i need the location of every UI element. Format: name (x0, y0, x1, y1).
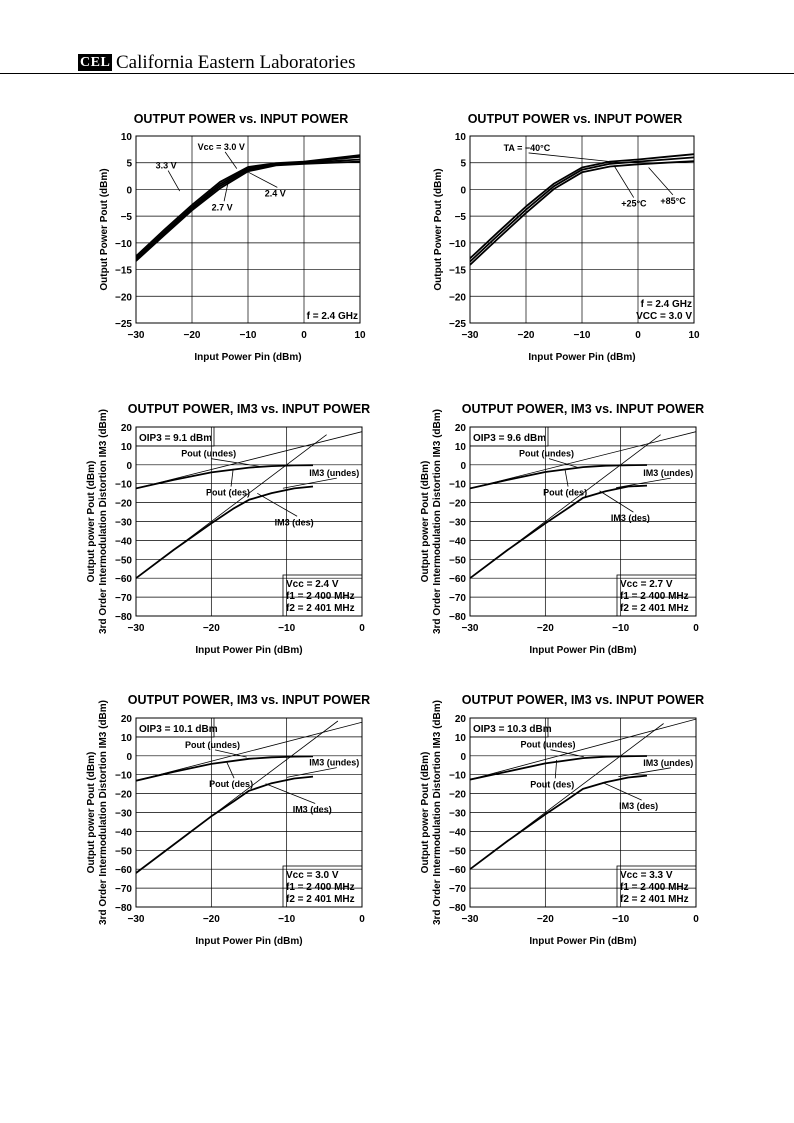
chart-1-title: OUTPUT POWER vs. INPUT POWER (133, 112, 349, 126)
chart-2-condition-note: VCC = 3.0 V (636, 311, 692, 322)
chart-2-annotation-leader (614, 165, 634, 197)
chart-6-title: OUTPUT POWER, IM3 vs. INPUT POWER (461, 693, 705, 707)
chart-1-y-tick-label: −5 (120, 212, 132, 224)
chart-4-y-axis-label-2: 3rd Order Intermodulation Distortion IM3 (dBm) (432, 408, 443, 635)
chart-3-y-tick-label: 0 (126, 460, 132, 472)
company-name: California Eastern Laboratories (116, 52, 356, 73)
company-logo: CEL (80, 55, 111, 70)
chart-3-y-tick-label: 20 (120, 423, 132, 434)
chart-1-x-tick-label: 0 (301, 330, 307, 341)
chart-2-x-axis-label: Input Power Pin (dBm) (528, 352, 636, 363)
chart-6-annotation-label: Pout (undes) (520, 739, 576, 750)
chart-2-y-tick-label: 5 (460, 158, 466, 170)
chart-2-x-tick-label: 0 (635, 330, 641, 341)
chart-5-x-axis-label: Input Power Pin (dBm) (195, 936, 303, 947)
chart-4-y-tick-label: −30 (449, 517, 466, 529)
chart-3-y-tick-label: −80 (115, 612, 132, 623)
chart-6-annotation-leader (603, 782, 642, 800)
chart-6-condition-note: Vcc = 3.3 V (620, 870, 673, 881)
chart-6-y-tick-label: −40 (449, 827, 466, 839)
chart-2-y-axis-label: Output Power Pout (dBm) (433, 168, 444, 291)
chart-1-x-tick-label: −30 (127, 330, 145, 341)
chart-1-condition-note: f = 2.4 GHz (306, 311, 358, 322)
chart-4-y-tick-label: 20 (454, 423, 466, 434)
chart-4-y-tick-label: −20 (449, 498, 466, 510)
chart-4-x-tick-label: 0 (693, 623, 699, 634)
chart-4-x-tick-label: −20 (536, 623, 554, 634)
chart-3-x-tick-label: −10 (278, 623, 296, 634)
chart-5-x-tick-label: 0 (359, 914, 365, 925)
chart-2-annotation-leader (529, 153, 622, 163)
chart-3-annotation-label: IM3 (undes) (309, 468, 360, 479)
chart-2-annotation-label: TA = −40°C (503, 142, 551, 153)
chart-1-x-tick-label: −10 (239, 330, 257, 341)
chart-6-annotation-label: IM3 (des) (619, 801, 659, 812)
chart-5-y-axis-label: Output power Pout (dBm) (86, 751, 97, 874)
chart-6-x-tick-label: −30 (461, 914, 479, 925)
chart-2-x-tick-label: −20 (517, 330, 535, 341)
chart-1-annotation-label: 2.4 V (264, 188, 286, 199)
chart-6-condition-note: f1 = 2 400 MHz (620, 882, 689, 893)
chart-4-y-tick-label: −80 (449, 612, 466, 623)
chart-4-y-tick-label: −60 (449, 574, 466, 586)
chart-1-annotation-leader (168, 171, 180, 191)
chart-5-y-tick-label: −30 (115, 808, 132, 820)
chart-3-annotation-label: Pout (des) (206, 487, 251, 498)
chart-5-condition-note: f2 = 2 401 MHz (286, 894, 355, 905)
chart-2-condition-note: f = 2.4 GHz (640, 299, 692, 310)
chart-1-annotation-label: 3.3 V (155, 160, 177, 171)
chart-5-y-tick-label: 0 (126, 751, 132, 763)
chart-5-y-tick-label: 10 (120, 732, 132, 744)
chart-5-y-tick-label: −20 (115, 789, 132, 801)
chart-4-y-tick-label: 0 (460, 460, 466, 472)
chart-1-y-axis-label: Output Power Pout (dBm) (99, 168, 110, 291)
chart-6-y-tick-label: −20 (449, 789, 466, 801)
chart-6-annotation-label: IM3 (undes) (643, 757, 694, 768)
chart-4-y-tick-label: −50 (449, 555, 466, 567)
chart-5-y-tick-label: 20 (120, 714, 132, 725)
chart-3-y-axis-label: Output power Pout (dBm) (86, 460, 97, 583)
chart-5-annotation-label: Pout (undes) (184, 739, 240, 750)
chart-3-annotation-label: Pout (undes) (181, 448, 237, 459)
chart-1-y-tick-label: −10 (115, 238, 132, 250)
chart-3-x-axis-label: Input Power Pin (dBm) (195, 645, 303, 656)
chart-1-x-tick-label: 10 (354, 330, 366, 341)
chart-6-x-tick-label: 0 (693, 914, 699, 925)
chart-4-condition-note: f1 = 2 400 MHz (620, 591, 689, 602)
chart-3-title: OUTPUT POWER, IM3 vs. INPUT POWER (127, 402, 371, 416)
chart-2-annotation-label: +85°C (660, 195, 686, 206)
chart-5-y-tick-label: −10 (115, 770, 132, 782)
chart-1-y-tick-label: 10 (120, 132, 132, 143)
chart-1-y-tick-label: 5 (126, 158, 132, 170)
chart-5-y-tick-label: −70 (115, 884, 132, 896)
chart-5-annotation-label: IM3 (des) (292, 804, 332, 815)
chart-4-y-tick-label: −10 (449, 479, 466, 491)
chart-6-y-tick-label: −80 (449, 903, 466, 914)
chart-5-x-tick-label: −30 (127, 914, 145, 925)
chart-4-annotation-leader (600, 491, 634, 512)
chart-6-y-tick-label: −60 (449, 865, 466, 877)
chart-5-y-tick-label: −50 (115, 846, 132, 858)
chart-4-oip3-note: OIP3 = 9.6 dBm (473, 433, 547, 444)
chart-3-y-tick-label: −70 (115, 593, 132, 605)
chart-5-annotation-leader (226, 761, 234, 778)
chart-3-y-tick-label: 10 (120, 441, 132, 453)
chart-6-annotation-label: Pout (des) (530, 779, 575, 790)
chart-4-x-axis-label: Input Power Pin (dBm) (529, 645, 637, 656)
chart-5-y-axis-label-2: 3rd Order Intermodulation Distortion IM3 (dBm) (98, 699, 109, 926)
chart-4-y-tick-label: 10 (454, 441, 466, 453)
chart-5-x-tick-label: −20 (202, 914, 220, 925)
chart-6-y-tick-label: 0 (460, 751, 466, 763)
chart-4-annotation-label: Pout (undes) (518, 448, 574, 459)
chart-3-oip3-note: OIP3 = 9.1 dBm (139, 433, 213, 444)
chart-6-condition-note: f2 = 2 401 MHz (620, 894, 689, 905)
chart-3-y-axis-label-2: 3rd Order Intermodulation Distortion IM3 (dBm) (98, 408, 109, 635)
chart-3-y-tick-label: −60 (115, 574, 132, 586)
chart-4-y-tick-label: −40 (449, 536, 466, 548)
chart-3-condition-note: f2 = 2 401 MHz (286, 603, 355, 614)
chart-6-oip3-note: OIP3 = 10.3 dBm (473, 724, 552, 735)
chart-6-x-tick-label: −20 (536, 914, 554, 925)
chart-5-annotation-label: IM3 (undes) (309, 757, 360, 768)
chart-6-y-axis-label: Output power Pout (dBm) (420, 751, 431, 874)
chart-1-y-tick-label: −25 (115, 319, 132, 330)
chart-2-x-tick-label: −10 (573, 330, 591, 341)
chart-4-condition-note: f2 = 2 401 MHz (620, 603, 689, 614)
chart-3-y-tick-label: −20 (115, 498, 132, 510)
chart-4-annotation-label: IM3 (undes) (643, 468, 694, 479)
chart-2-y-tick-label: −5 (454, 212, 466, 224)
chart-4-annotation-label: IM3 (des) (610, 513, 650, 524)
chart-3-x-tick-label: 0 (359, 623, 365, 634)
chart-1-x-axis-label: Input Power Pin (dBm) (194, 352, 302, 363)
chart-4-y-tick-label: −70 (449, 593, 466, 605)
chart-2-annotation-label: +25°C (621, 198, 647, 209)
chart-5-condition-note: Vcc = 3.0 V (286, 870, 339, 881)
chart-6-y-tick-label: −50 (449, 846, 466, 858)
chart-3-condition-note: f1 = 2 400 MHz (286, 591, 355, 602)
chart-1-annotation-leader (249, 172, 278, 187)
chart-1-x-tick-label: −20 (183, 330, 201, 341)
chart-6-x-axis-label: Input Power Pin (dBm) (529, 936, 637, 947)
chart-3-y-tick-label: −50 (115, 555, 132, 567)
chart-2-y-tick-label: 0 (460, 185, 466, 197)
chart-2-y-tick-label: −20 (449, 292, 466, 304)
chart-1-y-tick-label: −15 (115, 265, 132, 277)
chart-4-title: OUTPUT POWER, IM3 vs. INPUT POWER (461, 402, 705, 416)
chart-2-title: OUTPUT POWER vs. INPUT POWER (467, 112, 683, 126)
chart-6-y-tick-label: −10 (449, 770, 466, 782)
chart-3-y-tick-label: −40 (115, 536, 132, 548)
chart-5-oip3-note: OIP3 = 10.1 dBm (139, 724, 218, 735)
chart-2-y-tick-label: −15 (449, 265, 466, 277)
chart-2-x-tick-label: −30 (461, 330, 479, 341)
chart-3-x-tick-label: −30 (127, 623, 145, 634)
chart-4-x-tick-label: −30 (461, 623, 479, 634)
chart-6-y-axis-label-2: 3rd Order Intermodulation Distortion IM3 (dBm) (432, 699, 443, 926)
chart-1-annotation-leader (225, 152, 237, 169)
chart-5-annotation-label: Pout (des) (209, 779, 254, 790)
chart-1-y-tick-label: 0 (126, 185, 132, 197)
chart-3-condition-note: Vcc = 2.4 V (286, 579, 339, 590)
chart-3-annotation-label: IM3 (des) (274, 517, 314, 528)
chart-2-y-tick-label: −25 (449, 319, 466, 330)
chart-6-x-tick-label: −10 (612, 914, 630, 925)
chart-4-x-tick-label: −10 (612, 623, 630, 634)
chart-6-y-tick-label: −30 (449, 808, 466, 820)
chart-3-annotation-leader (211, 459, 260, 467)
chart-5-condition-note: f1 = 2 400 MHz (286, 882, 355, 893)
chart-4-condition-note: Vcc = 2.7 V (620, 579, 673, 590)
chart-4-y-axis-label: Output power Pout (dBm) (420, 460, 431, 583)
chart-2-y-tick-label: 10 (454, 132, 466, 143)
chart-5-title: OUTPUT POWER, IM3 vs. INPUT POWER (127, 693, 371, 707)
chart-4-annotation-leader (549, 459, 579, 468)
chart-5-y-tick-label: −40 (115, 827, 132, 839)
chart-2-y-tick-label: −10 (449, 238, 466, 250)
chart-5-x-tick-label: −10 (278, 914, 296, 925)
chart-4-annotation-label: Pout (des) (543, 487, 588, 498)
chart-3-annotation-leader (257, 493, 297, 516)
chart-6-y-tick-label: 10 (454, 732, 466, 744)
chart-5-y-tick-label: −80 (115, 903, 132, 914)
chart-6-y-tick-label: −70 (449, 884, 466, 896)
chart-1-annotation-label: Vcc = 3.0 V (197, 141, 245, 152)
chart-3-x-tick-label: −20 (202, 623, 220, 634)
chart-2-annotation-leader (649, 168, 673, 195)
chart-3-y-tick-label: −10 (115, 479, 132, 491)
chart-2-x-tick-label: 10 (688, 330, 700, 341)
chart-1-y-tick-label: −20 (115, 292, 132, 304)
chart-1-annotation-label: 2.7 V (211, 202, 233, 213)
chart-6-y-tick-label: 20 (454, 714, 466, 725)
chart-5-y-tick-label: −60 (115, 865, 132, 877)
chart-3-y-tick-label: −30 (115, 517, 132, 529)
